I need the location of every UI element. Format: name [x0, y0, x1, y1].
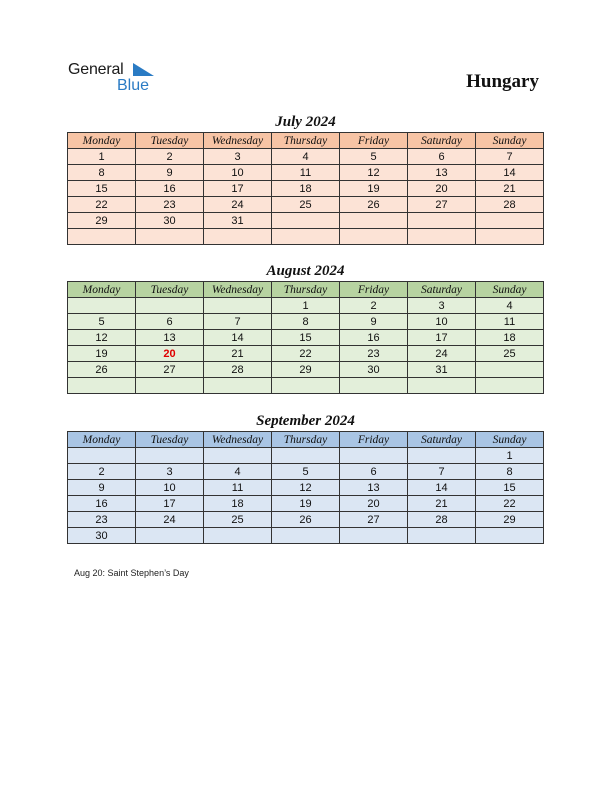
day-cell: 26	[68, 362, 136, 378]
day-cell: 17	[136, 496, 204, 512]
logo-word-blue: Blue	[117, 77, 150, 94]
week-row	[68, 528, 544, 544]
day-cell: 17	[408, 330, 476, 346]
day-cell	[136, 298, 204, 314]
day-cell: 25	[476, 346, 544, 362]
day-cell	[476, 229, 544, 245]
day-cell	[340, 528, 408, 544]
day-cell	[204, 298, 272, 314]
day-cell	[340, 378, 408, 394]
weekday-tuesday: Tuesday	[136, 133, 204, 149]
weekday-friday: Friday	[340, 133, 408, 149]
day-cell: 7	[408, 464, 476, 480]
day-cell: 23	[68, 512, 136, 528]
day-cell: 2	[340, 298, 408, 314]
week-row	[68, 346, 544, 362]
weekday-saturday: Saturday	[408, 133, 476, 149]
weekday-monday: Monday	[68, 282, 136, 298]
weekday-wednesday: Wednesday	[204, 282, 272, 298]
day-cell: 4	[272, 149, 340, 165]
day-cell	[408, 378, 476, 394]
day-cell: 17	[204, 181, 272, 197]
weekday-sunday: Sunday	[476, 133, 544, 149]
day-cell: 8	[476, 464, 544, 480]
day-cell: 23	[340, 346, 408, 362]
day-cell	[340, 229, 408, 245]
day-cell: 28	[408, 512, 476, 528]
calendar-grid	[67, 281, 544, 394]
day-cell: 20	[136, 346, 204, 362]
day-cell: 30	[68, 528, 136, 544]
day-cell: 24	[136, 512, 204, 528]
day-cell: 13	[340, 480, 408, 496]
day-cell	[272, 448, 340, 464]
day-cell: 11	[204, 480, 272, 496]
day-cell: 7	[476, 149, 544, 165]
day-cell: 29	[476, 512, 544, 528]
weekday-header-row	[68, 133, 544, 149]
day-cell	[204, 378, 272, 394]
holiday-notes: Aug 20: Saint Stephen’s Day	[74, 568, 189, 578]
week-row	[68, 512, 544, 528]
day-cell	[476, 362, 544, 378]
weekday-friday: Friday	[340, 432, 408, 448]
day-cell: 13	[408, 165, 476, 181]
logo-triangle-icon	[133, 63, 155, 77]
month-title: September 2024	[256, 413, 355, 429]
day-cell: 19	[272, 496, 340, 512]
week-row	[68, 480, 544, 496]
logo-word-general: General	[68, 61, 124, 78]
day-cell: 10	[136, 480, 204, 496]
day-cell	[204, 448, 272, 464]
weekday-thursday: Thursday	[272, 432, 340, 448]
day-cell: 27	[408, 197, 476, 213]
day-cell: 24	[408, 346, 476, 362]
weekday-saturday: Saturday	[408, 432, 476, 448]
week-row	[68, 213, 544, 229]
day-cell: 1	[476, 448, 544, 464]
day-cell: 18	[204, 496, 272, 512]
day-cell: 26	[340, 197, 408, 213]
day-cell: 2	[68, 464, 136, 480]
day-cell: 31	[408, 362, 476, 378]
generalblue-logo	[68, 60, 168, 100]
day-cell: 28	[476, 197, 544, 213]
day-cell	[136, 528, 204, 544]
day-cell: 3	[136, 464, 204, 480]
day-cell: 18	[476, 330, 544, 346]
day-cell: 12	[272, 480, 340, 496]
day-cell: 13	[136, 330, 204, 346]
day-cell: 12	[340, 165, 408, 181]
day-cell	[340, 448, 408, 464]
day-cell	[68, 298, 136, 314]
day-cell: 29	[272, 362, 340, 378]
day-cell: 30	[136, 213, 204, 229]
day-cell: 19	[68, 346, 136, 362]
day-cell	[340, 213, 408, 229]
week-row	[68, 149, 544, 165]
day-cell	[68, 378, 136, 394]
day-cell: 11	[476, 314, 544, 330]
day-cell: 29	[68, 213, 136, 229]
week-row	[68, 165, 544, 181]
day-cell: 21	[476, 181, 544, 197]
weekday-tuesday: Tuesday	[136, 282, 204, 298]
day-cell: 30	[340, 362, 408, 378]
day-cell	[476, 378, 544, 394]
day-cell: 10	[204, 165, 272, 181]
day-cell	[136, 448, 204, 464]
day-cell: 8	[272, 314, 340, 330]
day-cell: 27	[136, 362, 204, 378]
weekday-sunday: Sunday	[476, 432, 544, 448]
day-cell	[408, 528, 476, 544]
day-cell: 19	[340, 181, 408, 197]
day-cell: 27	[340, 512, 408, 528]
day-cell: 1	[68, 149, 136, 165]
day-cell: 3	[408, 298, 476, 314]
day-cell: 31	[204, 213, 272, 229]
day-cell: 11	[272, 165, 340, 181]
week-row	[68, 181, 544, 197]
calendar-grid	[67, 431, 544, 544]
weekday-tuesday: Tuesday	[136, 432, 204, 448]
month-september	[67, 411, 544, 544]
day-cell: 16	[68, 496, 136, 512]
day-cell	[272, 378, 340, 394]
day-cell	[408, 213, 476, 229]
week-row	[68, 314, 544, 330]
day-cell: 25	[204, 512, 272, 528]
day-cell: 20	[340, 496, 408, 512]
day-cell: 6	[136, 314, 204, 330]
weekday-saturday: Saturday	[408, 282, 476, 298]
week-row	[68, 330, 544, 346]
weekday-thursday: Thursday	[272, 133, 340, 149]
day-cell: 15	[476, 480, 544, 496]
day-cell: 22	[476, 496, 544, 512]
day-cell: 28	[204, 362, 272, 378]
day-cell: 1	[272, 298, 340, 314]
week-row	[68, 464, 544, 480]
day-cell: 5	[272, 464, 340, 480]
weekday-friday: Friday	[340, 282, 408, 298]
day-cell: 16	[340, 330, 408, 346]
day-cell: 7	[204, 314, 272, 330]
day-cell: 22	[272, 346, 340, 362]
day-cell: 14	[476, 165, 544, 181]
day-cell	[136, 229, 204, 245]
day-cell: 10	[408, 314, 476, 330]
day-cell	[136, 378, 204, 394]
day-cell: 25	[272, 197, 340, 213]
month-title: August 2024	[266, 263, 345, 279]
day-cell: 6	[340, 464, 408, 480]
week-row	[68, 496, 544, 512]
week-row	[68, 362, 544, 378]
weekday-sunday: Sunday	[476, 282, 544, 298]
day-cell	[272, 528, 340, 544]
week-row	[68, 229, 544, 245]
day-cell: 14	[408, 480, 476, 496]
day-cell: 14	[204, 330, 272, 346]
day-cell: 26	[272, 512, 340, 528]
day-cell: 4	[204, 464, 272, 480]
weekday-wednesday: Wednesday	[204, 432, 272, 448]
day-cell: 12	[68, 330, 136, 346]
week-row	[68, 298, 544, 314]
weekday-wednesday: Wednesday	[204, 133, 272, 149]
day-cell: 5	[68, 314, 136, 330]
day-cell: 18	[272, 181, 340, 197]
day-cell: 16	[136, 181, 204, 197]
day-cell	[476, 213, 544, 229]
country-title: Hungary	[466, 71, 539, 92]
day-cell	[272, 229, 340, 245]
day-cell: 22	[68, 197, 136, 213]
day-cell	[272, 213, 340, 229]
month-august	[67, 261, 544, 394]
day-cell: 15	[68, 181, 136, 197]
weekday-header-row	[68, 282, 544, 298]
day-cell: 21	[204, 346, 272, 362]
day-cell: 15	[272, 330, 340, 346]
day-cell: 5	[340, 149, 408, 165]
day-cell: 9	[136, 165, 204, 181]
weekday-thursday: Thursday	[272, 282, 340, 298]
day-cell: 2	[136, 149, 204, 165]
calendar-grid	[67, 132, 544, 245]
day-cell	[476, 528, 544, 544]
month-title: July 2024	[275, 114, 336, 130]
day-cell	[204, 528, 272, 544]
month-july	[67, 112, 544, 245]
day-cell: 8	[68, 165, 136, 181]
day-cell: 9	[340, 314, 408, 330]
weekday-monday: Monday	[68, 432, 136, 448]
week-row	[68, 378, 544, 394]
day-cell: 4	[476, 298, 544, 314]
week-row	[68, 448, 544, 464]
day-cell	[408, 229, 476, 245]
week-row	[68, 197, 544, 213]
day-cell	[204, 229, 272, 245]
day-cell: 23	[136, 197, 204, 213]
day-cell	[408, 448, 476, 464]
day-cell: 24	[204, 197, 272, 213]
day-cell: 21	[408, 496, 476, 512]
day-cell	[68, 448, 136, 464]
day-cell: 20	[408, 181, 476, 197]
day-cell: 3	[204, 149, 272, 165]
day-cell	[68, 229, 136, 245]
day-cell: 6	[408, 149, 476, 165]
weekday-monday: Monday	[68, 133, 136, 149]
day-cell: 9	[68, 480, 136, 496]
weekday-header-row	[68, 432, 544, 448]
